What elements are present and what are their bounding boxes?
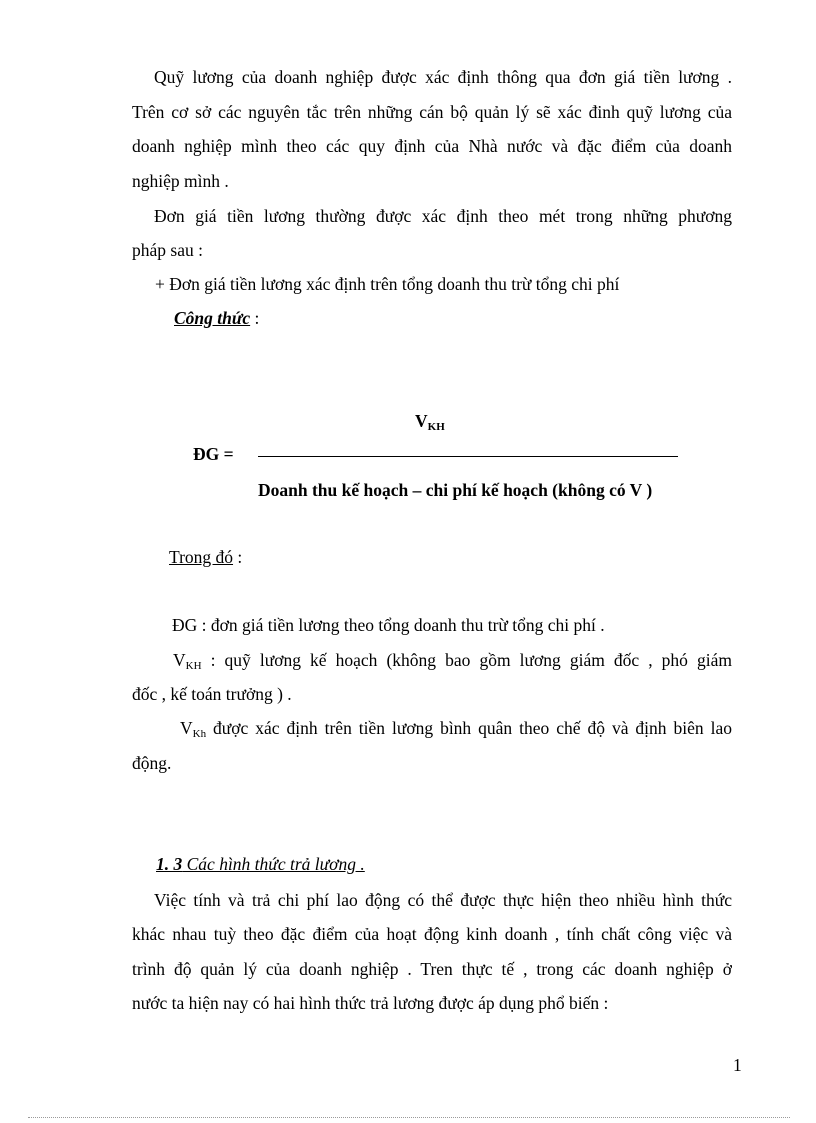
vkh-definition-text: : quỹ lương kế hoạch (không bao gồm lương giám đốc , phó giám (201, 650, 732, 670)
vkh-subscript: KH (185, 660, 202, 671)
formula-label: Công thức (174, 308, 251, 328)
vkh2-subscript: Kh (192, 728, 207, 739)
formula-denominator: Doanh thu kế hoạch – chi phí kế hoạch (không có V ) (258, 480, 653, 500)
numerator-subscript: KH (427, 421, 445, 433)
definition-dg: ĐG : đơn giá tiền lương theo tổng doanh thu trừ tổng chi phí . (172, 615, 605, 635)
paragraph-3-line-4: nước ta hiện nay có hai hình thức trả lương được áp dụng phổ biến : (132, 993, 609, 1013)
definition-vkh2-line-2: động. (132, 753, 172, 773)
bullet-item: + Đơn giá tiền lương xác định trên tổng doanh thu trừ tổng chi phí (155, 274, 620, 294)
section-number: 1. 3 (156, 854, 183, 874)
vkh-base: V (173, 650, 186, 670)
footer-divider (28, 1117, 790, 1118)
formula-label-row (174, 307, 259, 329)
paragraph-3-line-1: Việc tính và trả chi phí lao động có thể được thực hiện theo nhiều hình thức (154, 890, 732, 910)
paragraph-2-line-2: pháp sau : (132, 240, 203, 260)
formula-label-suffix: : (250, 308, 260, 328)
formula-numerator (415, 410, 445, 438)
numerator-base: V (415, 411, 428, 431)
formula-lhs: ĐG = (193, 444, 234, 464)
paragraph-1-line-1: Quỹ lương của doanh nghiệp được xác định thông qua đơn giá tiền lương . (154, 67, 732, 87)
where-label-row (169, 546, 242, 568)
definition-vkh2-line-1 (180, 717, 732, 739)
paragraph-2-line-1: Đơn giá tiền lương thường được xác định theo mét trong những phương (154, 206, 732, 226)
paragraph-1-line-2: Trên cơ sở các nguyên tắc trên những cán bộ quản lý sẽ xác đinh quỹ lương của (132, 102, 732, 122)
section-title: Các hình thức trả lương . (182, 854, 365, 874)
page-number: 1 (733, 1055, 742, 1075)
where-label: Trong đó (169, 547, 234, 567)
fraction-bar (258, 456, 678, 457)
vkh2-definition-text: được xác định trên tiền lương bình quân theo chế độ và định biên lao (206, 718, 732, 738)
definition-vkh-line-1 (173, 649, 732, 671)
where-label-suffix: : (233, 547, 243, 567)
vkh2-base: V (180, 718, 193, 738)
definition-vkh-line-2: đốc , kế toán trưởng ) . (132, 684, 292, 704)
paragraph-1-line-4: nghiệp mình . (132, 171, 229, 191)
paragraph-3-line-2: khác nhau tuỳ theo đặc điểm của hoạt động kinh doanh , tính chất công việc và (132, 924, 732, 944)
paragraph-1-line-3: doanh nghiệp mình theo các quy định của Nhà nước và đặc điểm của doanh (132, 136, 732, 156)
section-heading (132, 853, 365, 875)
paragraph-3-line-3: trình độ quản lý của doanh nghiệp . Tren thực tế , trong các doanh nghiệp ở (132, 959, 732, 979)
